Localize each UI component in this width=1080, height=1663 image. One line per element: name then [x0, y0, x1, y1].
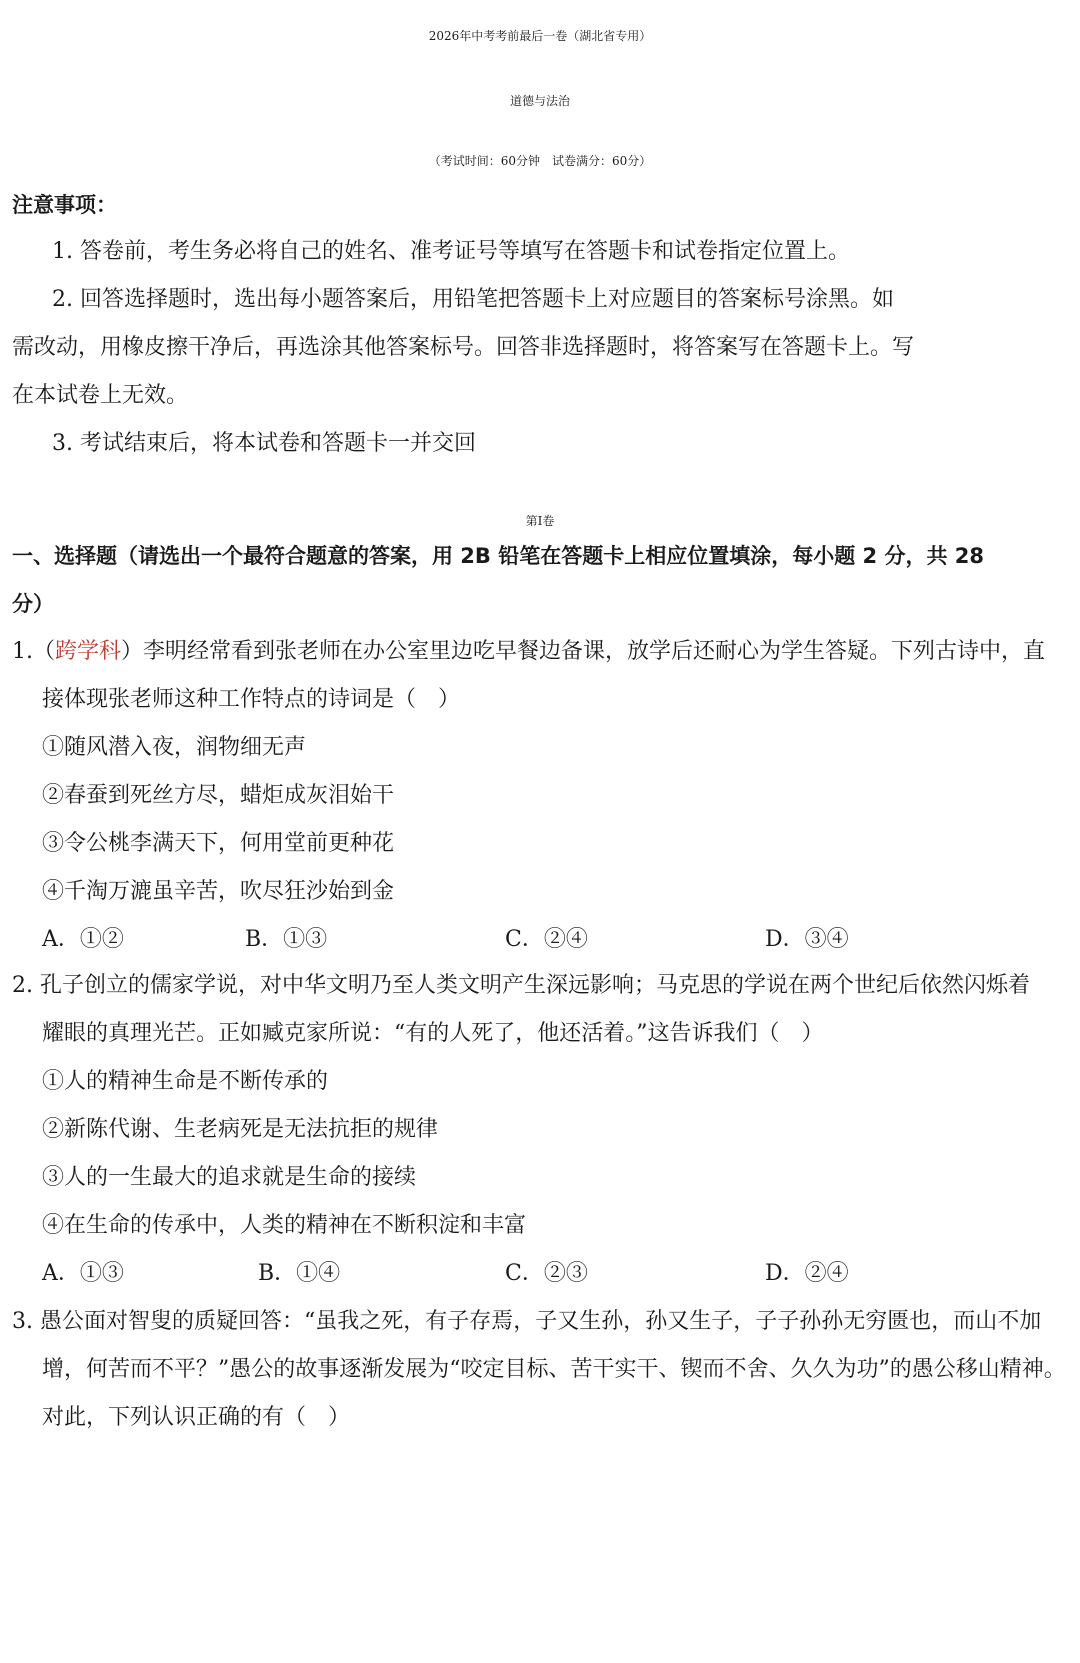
section-heading-line2: 分） [12, 592, 54, 616]
q1-line1 [12, 636, 1045, 668]
q2-option-a: A．①③ [42, 1261, 124, 1286]
q3-line2: 增，何苦而不平？”愚公的故事逐渐发展为“咬定目标、苦干实干、锲而不舍、久久为功”的愚公移山精神。 [42, 1357, 1066, 1382]
q1-statement-4: ④千淘万漉虽辛苦，吹尽狂沙始到金 [42, 879, 395, 904]
q2-statement-3: ③人的一生最大的追求就是生命的接续 [42, 1165, 417, 1190]
q1-number: 1.（ [12, 639, 55, 664]
q2-option-d: D．②④ [765, 1261, 849, 1286]
q3-line1: 3. 愚公面对智叟的质疑回答：“虽我之死，有子存焉，子又生孙，孙又生子，子子孙孙无穷匮也，而山不加 [12, 1309, 1042, 1334]
notice-item-2-line3: 在本试卷上无效。 [12, 383, 189, 408]
volume-title: 第Ⅰ卷 [525, 514, 555, 528]
q3-line3: 对此，下列认识正确的有（ ） [42, 1405, 351, 1430]
q1-option-c: C．②④ [505, 927, 588, 952]
notice-item-3: 3. 考试结束后，将本试卷和答题卡一并交回 [52, 431, 476, 456]
exam-meta: （考试时间：60分钟 试卷满分：60分） [428, 154, 652, 168]
q1-line2: 接体现张老师这种工作特点的诗词是（ ） [42, 687, 461, 712]
q2-statement-1: ①人的精神生命是不断传承的 [42, 1069, 329, 1094]
notice-item-1: 1. 答卷前，考生务必将自己的姓名、准考证号等填写在答题卡和试卷指定位置上。 [52, 239, 850, 264]
q1-option-b: B．①③ [245, 927, 328, 952]
section-heading-line1: 一、选择题（请选出一个最符合题意的答案，用 2B 铅笔在答题卡上相应位置填涂，每小题 2 分，共 28 [12, 544, 985, 568]
q2-option-b: B．①④ [258, 1261, 341, 1286]
q1-statement-3: ③令公桃李满天下，何用堂前更种花 [42, 831, 395, 856]
q2-statement-2: ②新陈代谢、生老病死是无法抗拒的规律 [42, 1117, 439, 1142]
q1-statement-1: ①随风潜入夜，润物细无声 [42, 735, 307, 760]
notice-item-2-line2: 需改动，用橡皮擦干净后，再选涂其他答案标号。回答非选择题时，将答案写在答题卡上。写 [12, 335, 915, 360]
q1-option-a: A．①② [42, 927, 124, 952]
q2-option-c: C．②③ [505, 1261, 588, 1286]
subject-title: 道德与法治 [509, 94, 570, 108]
q1-text1: ）李明经常看到张老师在办公室里边吃早餐边备课，放学后还耐心为学生答疑。下列古诗中，直 [121, 639, 1046, 664]
q1-statement-2: ②春蚕到死丝方尽，蜡炬成灰泪始干 [42, 783, 395, 808]
q1-option-d: D．③④ [765, 927, 849, 952]
notice-item-2-line1: 2. 回答选择题时，选出每小题答案后，用铅笔把答题卡上对应题目的答案标号涂黑。如 [52, 287, 894, 312]
q2-line1: 2. 孔子创立的儒家学说，对中华文明乃至人类文明产生深远影响；马克思的学说在两个世纪后依然闪烁着 [12, 973, 1030, 998]
exam-title: 2026年中考考前最后一卷（湖北省专用） [428, 29, 652, 43]
q2-line2: 耀眼的真理光芒。正如臧克家所说：“有的人死了，他还活着。”这告诉我们（ ） [42, 1021, 824, 1046]
q1-tag: 跨学科 [55, 639, 122, 664]
q2-statement-4: ④在生命的传承中，人类的精神在不断积淀和丰富 [42, 1213, 527, 1238]
notice-heading: 注意事项： [12, 193, 117, 217]
